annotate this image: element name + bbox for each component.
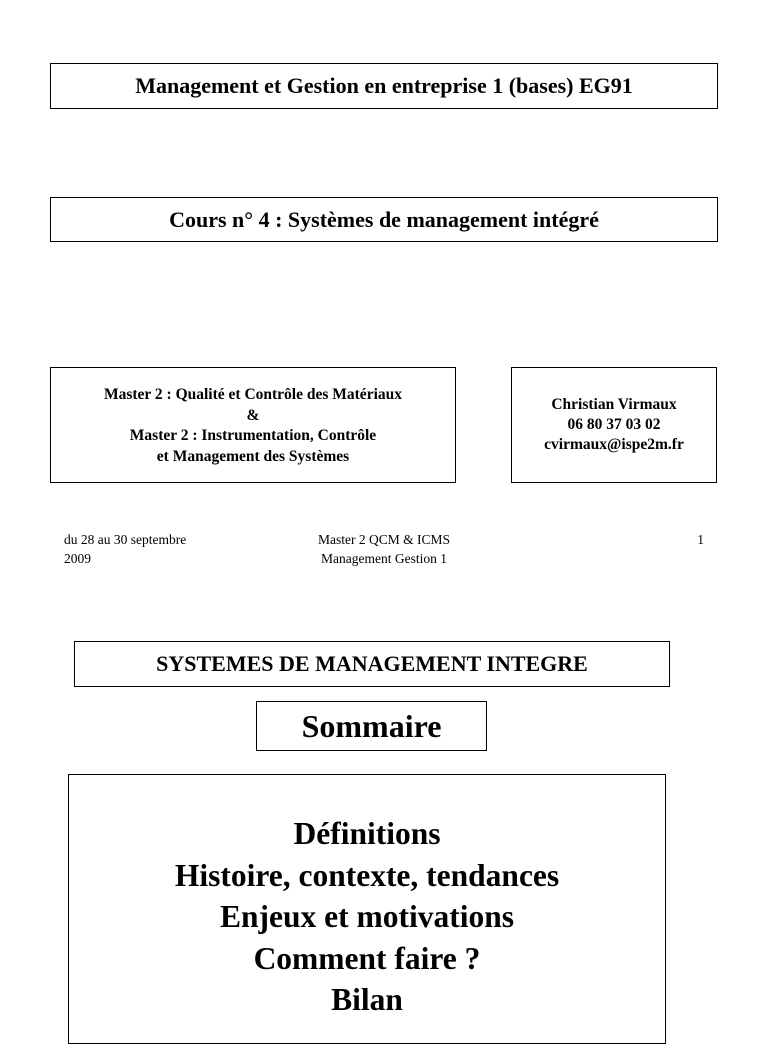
lesson-title-box	[50, 197, 718, 242]
program-line-1: Master 2 : Qualité et Contrôle des Matériaux	[103, 386, 402, 403]
lesson-title: Cours n° 4 : Systèmes de management intégré	[169, 207, 599, 232]
summary-item-stakes: Enjeux et motivations	[220, 899, 514, 934]
contact-email: cvirmaux@ispe2m.fr	[544, 436, 684, 453]
footer-date-line-1: du 28 au 30 septembre	[64, 532, 187, 547]
summary-title-box	[256, 701, 487, 751]
footer-date	[64, 530, 224, 568]
footer-date-line-2: 2009	[64, 551, 91, 566]
summary-list-box	[68, 774, 666, 1044]
summary-item-definitions: Définitions	[293, 816, 441, 851]
course-title-box	[50, 63, 718, 109]
course-title: Management et Gestion en entreprise 1 (bases) EG91	[135, 73, 633, 98]
program-line-2: Master 2 : Instrumentation, Contrôle	[129, 427, 377, 444]
programs-box	[50, 367, 456, 483]
contact-phone: 06 80 37 03 02	[567, 416, 661, 433]
page-number: 1	[697, 532, 704, 547]
contact-name: Christian Virmaux	[551, 396, 677, 413]
program-line-3: et Management des Systèmes	[156, 447, 350, 465]
footer-page-number	[680, 530, 704, 549]
footer-course-info	[284, 530, 484, 568]
footer-center-line-2: Management Gestion 1	[321, 551, 447, 566]
summary-item-conclusion: Bilan	[331, 982, 403, 1017]
section-title: SYSTEMES DE MANAGEMENT INTEGRE	[156, 651, 588, 676]
summary-item-how-to: Comment faire ?	[253, 940, 481, 976]
summary-title: Sommaire	[301, 708, 442, 744]
contact-box	[511, 367, 717, 483]
program-ampersand: &	[246, 406, 260, 424]
footer-center-line-1: Master 2 QCM & ICMS	[317, 532, 450, 547]
section-title-box	[74, 641, 670, 687]
summary-item-history: Histoire, contexte, tendances	[174, 857, 560, 893]
